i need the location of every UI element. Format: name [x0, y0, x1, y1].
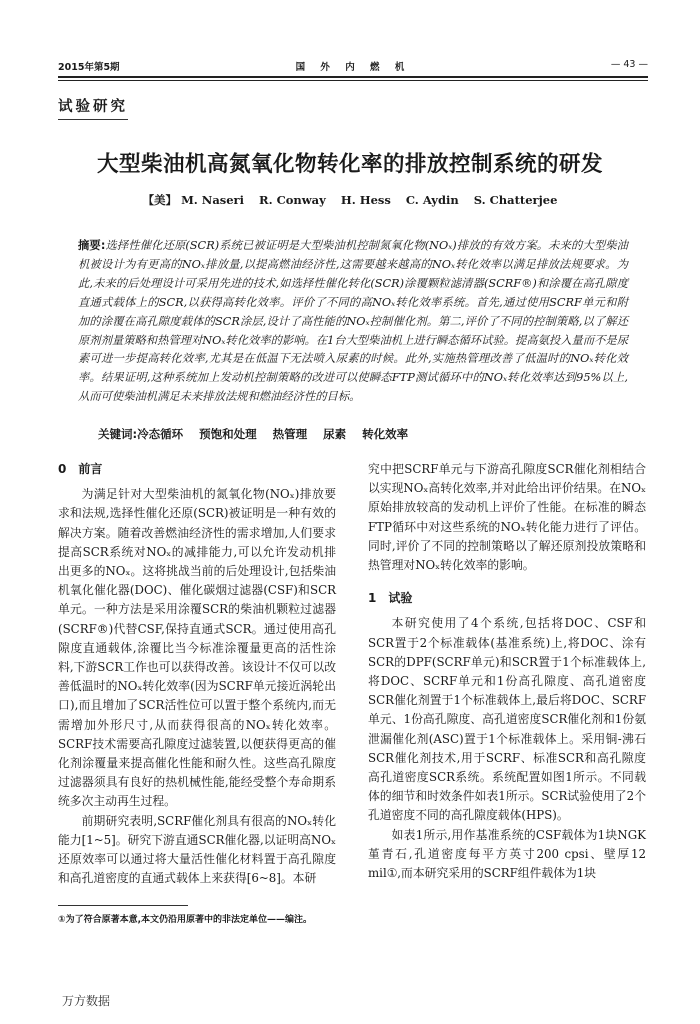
author-2: R. Conway [259, 193, 326, 207]
paragraph: 为满足针对大型柴油机的氮氧化物(NOₓ)排放要求和法规,选择性催化还原(SCR)被证明是一种有效的解决方案。随着改善燃油经济性的需求增加,人们要求提高SCR系统对NOₓ的减排能力,可以允许发动机排出更多的NOₓ。这将挑战当前的后处理设计,包括柴油机氧化催化器(DOC)、催化碳烟过滤器(CSF)和SCR单元。一种方法是采用涂覆SCR的柴油机颗粒过滤器(SCRF®)代替CSF,保持直通式SCR。通过使用高孔隙度直通载体,涂覆比当今标准涂覆量更高的活性涂料,下游SCR工作也可以获得改善。该设计不仅可以改善低温时的NOₓ转化效率(因为SCRF单元接近涡轮出口),而且增加了SCR活性位可以置于整个系统内,而无需增加外形尺寸,从而获得很高的NOₓ转化效率。SCRF技术需要高孔隙度过滤装置,以便获得更高的催化剂涂覆量来提高催化性能和耐久性。这些高孔隙度过滤器须具有良好的热机械性能,能经受整个寿命期系统多次主动再生过程。 [58, 487, 336, 809]
footnote: ①为了符合原著本意,本文仍沿用原著中的非法定单位——编注。 [58, 915, 313, 925]
keyword: 转化效率 [362, 427, 409, 441]
keyword: 尿素 [323, 427, 347, 441]
right-column [368, 460, 646, 883]
paragraph: 前期研究表明,SCRF催化剂具有很高的NOₓ转化能力[1~5]。研究下游直通SCR催化器,以证明高NOₓ还原效率可以通过将大量活性催化材料置于高孔隙度和高孔道密度的直通式载体上来获得[6~8]。本研 [58, 813, 336, 886]
keyword: 预饱和处理 [199, 427, 257, 441]
abstract [78, 237, 628, 407]
running-header [58, 59, 648, 75]
paragraph: 究中把SCRF单元与下游高孔隙度SCR催化剂相结合以实现NOₓ高转化效率,并对此给出评价结果。在NOₓ原始排放较高的发动机上评价了性能。在标准的瞬态FTP循环中对这些系统的NOₓ转化能力进行了评估。同时,评价了不同的控制策略以了解还原剂投放策略和热管理对NOₓ转化效率的影响。 [368, 462, 646, 573]
header-rule-thin [58, 80, 648, 81]
abstract-label: 摘要: [78, 239, 106, 252]
issue-label: 2015年第5期 [58, 62, 120, 73]
abstract-text: 选择性催化还原(SCR)系统已被证明是大型柴油机控制氮氧化物(NOₓ)排放的有效方案。未来的大型柴油机被设计为有更高的NOₓ排放量,以提高燃油经济性,这需要越来越高的NOₓ转化效率以满足排放法规要求。为此,未来的后处理设计可采用先进的技术,如选择性催化转化(SCR)涂覆颗粒滤清器(SCRF®)和涂覆在高孔隙度直通式载体上的SCR,以获得高转化效率。评价了不同的高NOₓ转化效率系统。首先,通过使用SCRF单元和附加的涂覆在高孔隙度载体的SCR涂层,设计了高性能的NOₓ控制催化剂。第二,评价了不同的控制策略,以了解还原剂剂量策略和热管理对NOₓ转化效率的影响。在1台大型柴油机上进行瞬态循环试验。提高氨投入量而不是尿素可进一步提高转化效率,尤其是在低温下无法喷入尿素的时候。此外,实施热管理改善了低温时的NOₓ转化效率。结果证明,这种系统加上发动机控制策略的改进可以使瞬态FTP测试循环中的NOₓ转化效率达到95%以上,从而可使柴油机满足未来排放法规和燃油经济性的目标。 [78, 239, 629, 404]
section-heading-intro: 0 前言 [58, 462, 103, 476]
footnote-rule [58, 905, 188, 906]
keywords-label: 关键词: [98, 427, 138, 441]
keyword: 热管理 [272, 427, 308, 441]
author-list [40, 192, 660, 208]
section-tag: 试验研究 [58, 95, 128, 120]
author-1: 【美】 M. Naseri [142, 193, 244, 207]
author-5: S. Chatterjee [473, 193, 558, 207]
journal-name: 国 外 内 燃 机 [295, 62, 411, 73]
paragraph: 如表1所示,用作基准系统的CSF载体为1块NGK堇青石,孔道密度每平方英寸200 cpsi、壁厚12 mil①,而本研究采用的SCRF组件载体为1块 [368, 827, 646, 881]
author-4: C. Aydin [405, 193, 459, 207]
left-column [58, 460, 336, 888]
section-heading-experiment: 1 试验 [368, 591, 413, 606]
article-title: 大型柴油机高氮氧化物转化率的排放控制系统的研发 [96, 152, 603, 177]
page-number: — 43 — [610, 59, 648, 70]
keyword: 冷态循环 [137, 427, 184, 441]
keywords [98, 426, 628, 442]
paragraph: 本研究使用了4个系统,包括将DOC、CSF和SCR置于2个标准载体(基准系统)上,将DOC、涂有SCR的DPF(SCRF单元)和SCR置于1个标准载体上,将DOC、SCRF单元和1份高孔隙度、高孔道密度SCR催化剂置于1个标准载体上,最后将DOC、SCRF单元、1份高孔隙度、高孔道密度SCR催化剂和1份氨泄漏催化剂(ASC)置于1个标准载体上。采用铜-沸石SCR催化剂技术,用于SCRF、标准SCR和高孔隙度高孔道密度SCR系统。系统配置如图1所示。不同载体的细节和时效条件如表1所示。SCR试验使用了2个孔道密度不同的高孔隙度载体(HPS)。 [368, 616, 646, 823]
watermark: 万方数据 [62, 994, 111, 1008]
author-3: H. Hess [340, 193, 391, 207]
header-rule-thick [58, 76, 648, 78]
